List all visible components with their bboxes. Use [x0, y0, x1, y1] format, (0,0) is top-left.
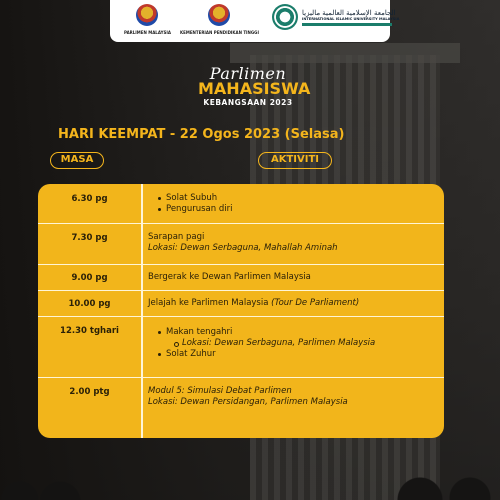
row-time: 7.30 pg	[71, 233, 108, 243]
schedule-row	[38, 378, 444, 438]
coat-of-arms-icon	[136, 4, 158, 26]
kpt-logo	[180, 4, 259, 35]
event-brand-logo	[198, 64, 311, 107]
activity-bullet: Solat Zuhur	[148, 349, 375, 360]
brand-main-text: MAHASISWA	[198, 79, 311, 98]
parlimen-logo-label: PARLIMEN MALAYSIA	[124, 30, 171, 35]
row-activity	[148, 298, 359, 309]
row-activity	[148, 272, 311, 283]
brand-script-text: Parlimen	[209, 64, 287, 83]
parlimen-logo	[124, 4, 171, 35]
logo-header	[110, 0, 400, 42]
activity-bullet: Makan tengahri	[148, 327, 375, 338]
schedule-row	[38, 224, 444, 265]
iium-logo	[272, 4, 399, 30]
row-activity	[148, 193, 232, 215]
activity-text: Jelajah ke Parlimen Malaysia	[148, 298, 272, 308]
column-divider	[141, 317, 143, 377]
masa-column-header: MASA	[50, 152, 104, 169]
row-time: 12.30 tghari	[60, 326, 119, 336]
trees-silhouette	[0, 460, 500, 500]
column-divider	[141, 224, 143, 264]
schedule-row	[38, 265, 444, 291]
aktiviti-column-header: AKTIVITI	[258, 152, 332, 169]
row-time: 2.00 ptg	[69, 387, 110, 397]
row-time: 10.00 pg	[68, 299, 111, 309]
activity-text: Modul 5: Simulasi Debat Parlimen	[148, 386, 292, 396]
iium-stripe	[302, 23, 392, 26]
activity-bullet: Pengurusan diri	[148, 204, 232, 215]
activity-location: Lokasi: Dewan Serbaguna, Mahallah Aminah	[148, 243, 338, 253]
row-activity	[148, 386, 348, 408]
coat-of-arms-icon	[208, 4, 230, 26]
activity-bullet: Solat Subuh	[148, 193, 232, 204]
column-divider	[141, 184, 143, 223]
column-divider	[141, 378, 143, 438]
iium-emblem-icon	[272, 4, 298, 30]
activity-sub-bullet: Lokasi: Dewan Serbaguna, Parlimen Malaysia	[148, 338, 375, 349]
column-divider	[141, 265, 143, 290]
activity-text: Sarapan pagi	[148, 232, 205, 242]
iium-english-name: INTERNATIONAL ISLAMIC UNIVERSITY MALAYSIA	[302, 16, 400, 21]
schedule-table	[38, 184, 444, 438]
row-time: 9.00 pg	[71, 273, 108, 283]
schedule-row	[38, 184, 444, 224]
schedule-row	[38, 291, 444, 317]
activity-text-italic: (Tour De Parliament)	[271, 298, 360, 308]
row-time: 6.30 pg	[71, 194, 108, 204]
activity-text: Bergerak ke Dewan Parlimen Malaysia	[148, 272, 311, 282]
row-activity	[148, 327, 375, 360]
day-title: HARI KEEMPAT - 22 Ogos 2023 (Selasa)	[58, 127, 345, 142]
activity-location: Lokasi: Dewan Persidangan, Parlimen Malaysia	[148, 397, 348, 407]
row-activity	[148, 232, 338, 254]
brand-sub-text: KEBANGSAAN 2023	[203, 98, 293, 107]
kpt-logo-label: KEMENTERIAN PENDIDIKAN TINGGI	[180, 30, 259, 35]
column-divider	[141, 291, 143, 316]
iium-arabic-name: الجامعة الإسلامية العالمية ماليزيا	[302, 8, 396, 17]
schedule-row	[38, 317, 444, 378]
